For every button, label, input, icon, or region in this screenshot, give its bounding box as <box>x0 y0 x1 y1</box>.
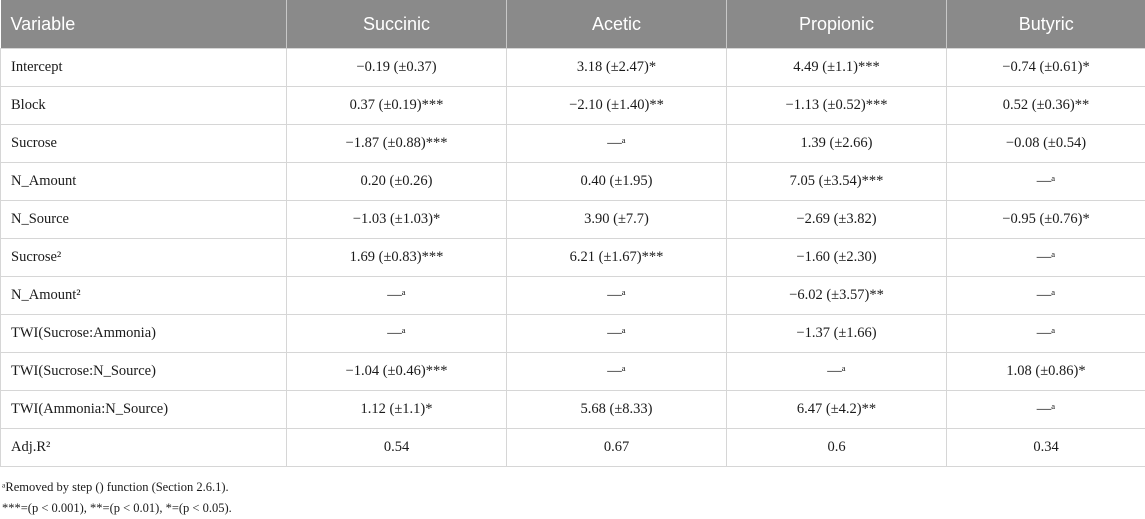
table-row <box>1 315 1145 353</box>
cell-succinic: —ᵃ <box>287 277 507 315</box>
header-propionic: Propionic <box>727 0 947 49</box>
cell-propionic: 6.47 (±4.2)** <box>727 391 947 429</box>
table-row <box>1 49 1145 87</box>
table-row <box>1 239 1145 277</box>
row-label: Sucrose <box>1 125 287 163</box>
cell-butyric: —ᵃ <box>947 239 1145 277</box>
cell-succinic: 0.54 <box>287 429 507 467</box>
header-variable: Variable <box>1 0 287 49</box>
table-row <box>1 391 1145 429</box>
cell-propionic: −1.60 (±2.30) <box>727 239 947 277</box>
cell-acetic: —ᵃ <box>507 125 727 163</box>
cell-succinic: −0.19 (±0.37) <box>287 49 507 87</box>
cell-propionic: 4.49 (±1.1)*** <box>727 49 947 87</box>
cell-butyric: 1.08 (±0.86)* <box>947 353 1145 391</box>
row-label: N_Amount <box>1 163 287 201</box>
header-row <box>1 0 1145 49</box>
row-label: Adj.R² <box>1 429 287 467</box>
table-row <box>1 125 1145 163</box>
table-row <box>1 353 1145 391</box>
cell-acetic: 6.21 (±1.67)*** <box>507 239 727 277</box>
cell-butyric: 0.52 (±0.36)** <box>947 87 1145 125</box>
header-succinic: Succinic <box>287 0 507 49</box>
cell-propionic: 1.39 (±2.66) <box>727 125 947 163</box>
cell-succinic: −1.04 (±0.46)*** <box>287 353 507 391</box>
table-body <box>1 49 1145 467</box>
table-row <box>1 429 1145 467</box>
cell-acetic: −2.10 (±1.40)** <box>507 87 727 125</box>
cell-acetic: —ᵃ <box>507 353 727 391</box>
cell-succinic: 1.12 (±1.1)* <box>287 391 507 429</box>
cell-succinic: 0.20 (±0.26) <box>287 163 507 201</box>
cell-acetic: 3.18 (±2.47)* <box>507 49 727 87</box>
cell-propionic: —ᵃ <box>727 353 947 391</box>
row-label: Intercept <box>1 49 287 87</box>
cell-succinic: 1.69 (±0.83)*** <box>287 239 507 277</box>
table-row <box>1 87 1145 125</box>
row-label: TWI(Sucrose:N_Source) <box>1 353 287 391</box>
footnote-removed: ᵃRemoved by step () function (Section 2.6.1). <box>2 477 1143 498</box>
header-acetic: Acetic <box>507 0 727 49</box>
row-label: TWI(Sucrose:Ammonia) <box>1 315 287 353</box>
cell-propionic: −1.13 (±0.52)*** <box>727 87 947 125</box>
cell-acetic: 0.40 (±1.95) <box>507 163 727 201</box>
row-label: Block <box>1 87 287 125</box>
footnote-significance: ***=(p < 0.001), **=(p < 0.01), *=(p < 0.05). <box>2 498 1143 519</box>
cell-acetic: —ᵃ <box>507 277 727 315</box>
cell-acetic: 5.68 (±8.33) <box>507 391 727 429</box>
row-label: N_Source <box>1 201 287 239</box>
cell-butyric: 0.34 <box>947 429 1145 467</box>
cell-propionic: 7.05 (±3.54)*** <box>727 163 947 201</box>
cell-succinic: −1.03 (±1.03)* <box>287 201 507 239</box>
row-label: TWI(Ammonia:N_Source) <box>1 391 287 429</box>
table-row <box>1 201 1145 239</box>
cell-propionic: −6.02 (±3.57)** <box>727 277 947 315</box>
cell-succinic: −1.87 (±0.88)*** <box>287 125 507 163</box>
cell-butyric: —ᵃ <box>947 391 1145 429</box>
cell-acetic: 0.67 <box>507 429 727 467</box>
cell-propionic: 0.6 <box>727 429 947 467</box>
header-butyric: Butyric <box>947 0 1145 49</box>
cell-acetic: —ᵃ <box>507 315 727 353</box>
cell-succinic: —ᵃ <box>287 315 507 353</box>
cell-propionic: −1.37 (±1.66) <box>727 315 947 353</box>
cell-butyric: −0.95 (±0.76)* <box>947 201 1145 239</box>
cell-butyric: −0.08 (±0.54) <box>947 125 1145 163</box>
row-label: N_Amount² <box>1 277 287 315</box>
cell-butyric: —ᵃ <box>947 277 1145 315</box>
table-header <box>1 0 1145 49</box>
table-footnotes <box>0 467 1145 519</box>
table-row <box>1 163 1145 201</box>
cell-butyric: −0.74 (±0.61)* <box>947 49 1145 87</box>
cell-butyric: —ᵃ <box>947 163 1145 201</box>
cell-butyric: —ᵃ <box>947 315 1145 353</box>
table-row <box>1 277 1145 315</box>
cell-propionic: −2.69 (±3.82) <box>727 201 947 239</box>
cell-acetic: 3.90 (±7.7) <box>507 201 727 239</box>
cell-succinic: 0.37 (±0.19)*** <box>287 87 507 125</box>
row-label: Sucrose² <box>1 239 287 277</box>
